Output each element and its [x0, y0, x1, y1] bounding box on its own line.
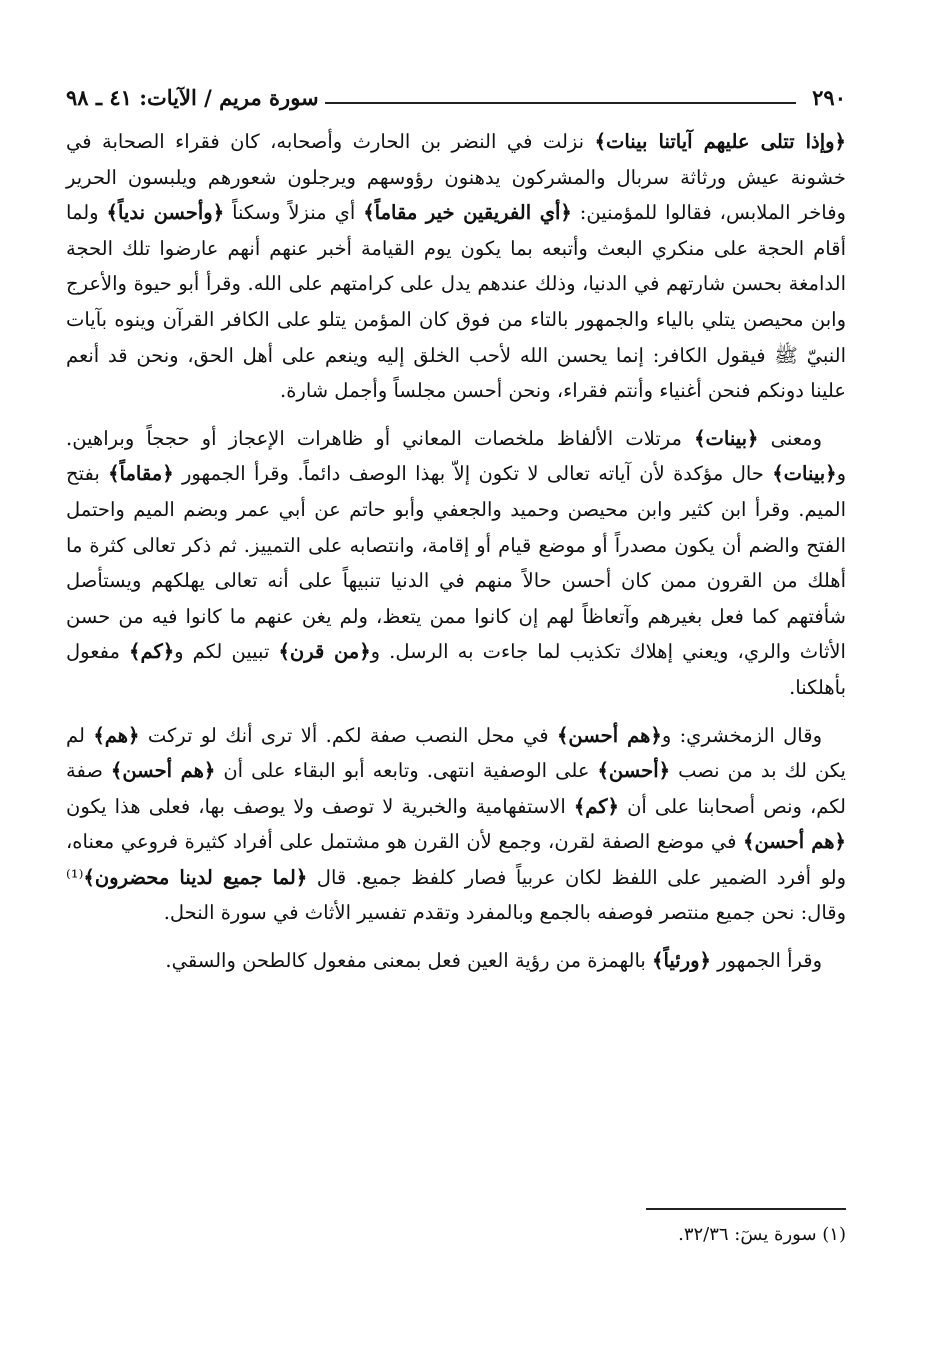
quran-quote: ﴿كم﴾ — [129, 640, 175, 664]
quran-quote: ﴿وإذا تتلى عليهم آياتنا بينات﴾ — [594, 130, 846, 153]
text-segment: بالهمزة من رؤية العين فعل بمعنى مفعول كالطحن والسقي. — [165, 949, 653, 973]
quran-quote: ﴿أحسن﴾ — [597, 759, 671, 783]
quran-quote: ﴿بينات﴾ — [694, 426, 759, 450]
text-segment: على الوصفية انتهى. وتابعه أبو البقاء على أن — [215, 759, 598, 783]
text-segment: نزلت في النضر بن الحارث وأصحابه، كان فقراء الصحابة في خشونة عيش ورثاثة سربال والمشركون يدهنون رؤوسهم ويرجلون شعورهم ويلبسون الحرير وفاخر الملابس، فقالوا للمؤمنين: — [66, 130, 846, 225]
text-segment: في موضع الصفة لقرن، وجمع لأن القرن هو مشتمل على أفراد كثيرة فروعي معناه، ولو أفرد الضمير على اللفظ لكان عربياً فصار كلفظ جميع. قال — [66, 830, 846, 889]
quran-quote: ﴿هم أحسن﴾ — [557, 723, 662, 747]
text-segment: وقال الزمخشري: و — [661, 723, 822, 747]
text-segment: بفتح الميم. وقرأ ابن كثير وابن محيصن وحميد والجعفي وأبو حاتم عن أبي عمر وبضم الميم واحتمل الفتح والضم أن يكون مصدراً أو موضع قيام أو إقامة، وانتصابه على التمييز. ثم ذكر تعالى كثرة ما أهلك من القرون ممن كان أحسن حالاً منهم في الدنيا تنبيهاً على أنه تعالى يهلكهم ويستأصل شأفتهم كما فعل بغيرهم وآتعاظاً لهم إن كانوا ممن يتعظ، ولم يغن عنهم ما كانوا فيه من حسن الأثاث والري، ويعني إهلاك تكذيب لما جاءت به الرسل. و — [66, 462, 846, 664]
quran-quote: ﴿أي الفريقين خير مقاماً﴾ — [363, 201, 572, 225]
text-segment: لم يكن لك بد من نصب — [66, 723, 846, 783]
header-rule — [325, 102, 797, 104]
surah-title: سورة مريم / الآيات: ٤١ ـ ٩٨ — [66, 84, 319, 110]
quran-quote: ﴿هم أحسن﴾ — [110, 759, 216, 783]
text-segment: ⁽¹⁾ وقال: نحن جميع منتصر فوصفه بالجمع وبالمفرد وتقدم تفسير الأثاث في سورة النحل. — [66, 865, 846, 925]
text-segment: صفة لكم، ونص أصحابنا على أن — [66, 759, 846, 818]
quran-quote: ﴿ورئياً﴾ — [652, 949, 711, 973]
body-text — [66, 124, 846, 991]
text-segment: مرتلات الألفاظ ملخصات المعاني أو ظاهرات الإعجاز أو حججاً وبراهين. و — [66, 426, 846, 486]
footnote: (١) سورة يسٓ: ٣٢/٣٦. — [678, 1224, 846, 1245]
page-number: ٢٩٠ — [812, 84, 846, 110]
text-segment: الاستفهامية والخبرية لا توصف ولا يوصف بها، فعلى هذا يكون — [66, 794, 574, 818]
quran-quote: ﴿وأحسن ندياً﴾ — [106, 201, 225, 225]
paragraph — [66, 124, 846, 409]
text-segment: ولما أقام الحجة على منكري البعث وأتبعه بما يكون يوم القيامة أخبر عنهم أنهم عارضوا تلك الحجة الدامغة بحسن شارتهم في الدنيا، وذلك عندهم يدل على كرامتهم على الله. وقرأ أبو حيوة والأعرج وابن محيصن يتلي بالياء والجمهور بالتاء من فوق كان المؤمن يتلو على الكافر القرآن وينوه بآيات النبيّ ﷺ فيقول الكافر: إنما يحسن الله لأحب الخلق إليه وينعم على أهل الحق، ونحن قد أنعم علينا دونكم فنحن أغنياء وأنتم فقراء، ونحن أحسن مجلساً وأجمل شارة. — [66, 201, 846, 403]
quran-quote: ﴿كم﴾ — [573, 794, 619, 818]
quran-quote: ﴿مقاماً﴾ — [108, 462, 174, 486]
text-segment: مفعول بأهلكنا. — [66, 640, 846, 699]
text-segment: ومعنى — [758, 426, 822, 450]
quran-quote: ﴿من قرن﴾ — [278, 640, 371, 664]
text-segment: حال مؤكدة لأن آياته تعالى لا تكون إلاّ بهذا الوصف دائماً. وقرأ الجمهور — [173, 462, 773, 486]
text-segment: وقرأ الجمهور — [710, 949, 822, 973]
text-segment: أي منزلاً وسكناً — [224, 201, 364, 225]
quran-quote: ﴿هم أحسن﴾ — [743, 830, 846, 854]
text-segment: في محل النصب صفة لكم. ألا ترى أنك لو تركت — [139, 723, 557, 747]
page-header — [66, 80, 846, 114]
paragraph — [66, 718, 846, 932]
footnote-rule — [646, 1208, 846, 1210]
quran-quote: ﴿هم﴾ — [93, 723, 140, 747]
paragraph — [66, 943, 846, 979]
text-segment: تبيين لكم و — [174, 640, 279, 664]
quran-quote: ﴿لما جميع لدينا محضرون﴾ — [83, 865, 308, 889]
paragraph — [66, 421, 846, 706]
quran-quote: ﴿بينات﴾ — [772, 462, 837, 486]
